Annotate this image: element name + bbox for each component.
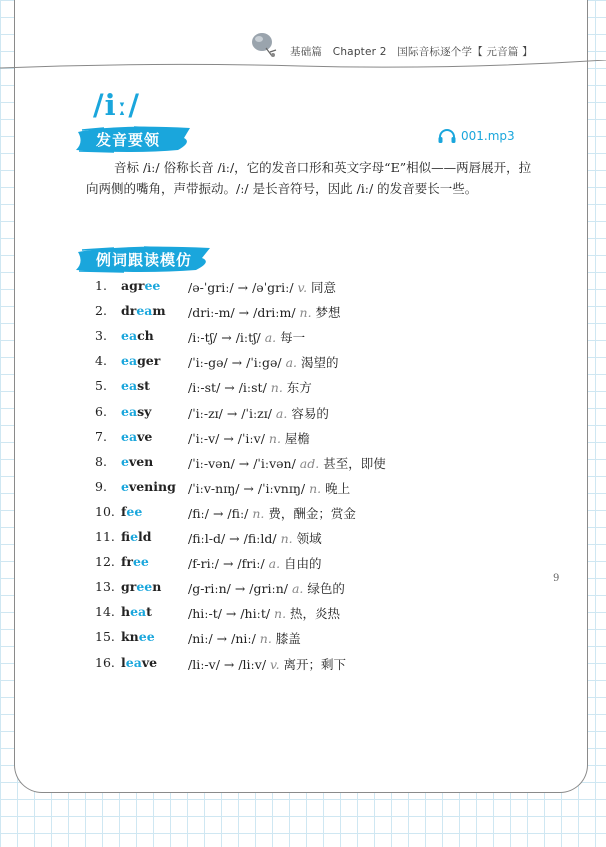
part-of-speech: n. bbox=[268, 430, 285, 446]
word-ipa bbox=[188, 604, 340, 622]
word-number: 3. bbox=[95, 328, 107, 344]
headphones-icon bbox=[437, 128, 457, 144]
part-of-speech: n. bbox=[259, 631, 276, 647]
word-ipa bbox=[188, 404, 329, 422]
word-meaning: 热，炎热 bbox=[290, 606, 341, 622]
audio-track[interactable] bbox=[437, 128, 515, 144]
ipa-text: /ˈiːv-nɪŋ/ → /ˈiːvnɪŋ/ bbox=[188, 480, 310, 496]
word-highlight: ea bbox=[121, 428, 138, 444]
word-part: st bbox=[137, 378, 150, 394]
example-word bbox=[121, 378, 150, 393]
word-part: dr bbox=[121, 303, 137, 319]
word-number: 7. bbox=[95, 428, 107, 444]
word-ipa bbox=[188, 353, 338, 371]
example-word bbox=[121, 328, 154, 343]
part-of-speech: ad. bbox=[299, 455, 324, 471]
example-word bbox=[121, 278, 160, 293]
word-part: t bbox=[146, 604, 152, 620]
word-meaning: 费，酬金；赏金 bbox=[268, 505, 356, 521]
example-word bbox=[121, 579, 161, 594]
example-word bbox=[121, 479, 176, 494]
word-highlight: ee bbox=[144, 278, 161, 293]
part-of-speech: a. bbox=[268, 556, 285, 572]
word-highlight: ee bbox=[138, 629, 155, 645]
ipa-text: /liː-v/ → /liːv/ bbox=[188, 656, 271, 672]
section-label: 发音要领 bbox=[96, 131, 161, 149]
example-word bbox=[121, 554, 149, 569]
example-word bbox=[121, 529, 152, 544]
ipa-text: /ˈiː-zɪ/ → /ˈiːzɪ/ bbox=[188, 405, 276, 421]
word-number: 4. bbox=[95, 353, 107, 369]
word-highlight: ee bbox=[136, 579, 153, 595]
example-word bbox=[121, 655, 157, 670]
page-title: /iː/ bbox=[93, 88, 140, 122]
section-label: 例词跟读模仿 bbox=[96, 251, 193, 269]
word-part: ger bbox=[137, 353, 161, 369]
word-highlight: ea bbox=[121, 403, 138, 419]
word-part: f bbox=[121, 503, 127, 519]
word-meaning: 领域 bbox=[296, 531, 322, 546]
ipa-text: /fiːl-d/ → /fiːld/ bbox=[188, 531, 281, 546]
ipa-text: /iː-st/ → /iːst/ bbox=[188, 380, 271, 396]
word-part: ve bbox=[137, 428, 153, 444]
word-highlight: ea bbox=[121, 328, 138, 344]
word-number: 12. bbox=[95, 554, 115, 570]
part-of-speech: v. bbox=[270, 656, 284, 672]
word-highlight: e bbox=[121, 453, 129, 469]
word-number: 2. bbox=[95, 303, 107, 319]
word-number: 15. bbox=[95, 629, 115, 645]
word-ipa bbox=[188, 554, 322, 572]
page-number: 9 bbox=[553, 573, 560, 584]
word-meaning: 自由的 bbox=[284, 556, 322, 572]
word-meaning: 绿色的 bbox=[307, 581, 345, 597]
word-part: sy bbox=[137, 403, 152, 419]
ipa-text: /ˈiː-v/ → /ˈiːv/ bbox=[188, 430, 269, 446]
example-word bbox=[121, 303, 166, 318]
part-of-speech: n. bbox=[299, 305, 316, 321]
word-meaning: 膝盖 bbox=[275, 631, 301, 647]
word-ipa bbox=[188, 429, 310, 447]
word-highlight: ea bbox=[121, 378, 138, 394]
word-number: 11. bbox=[95, 529, 115, 544]
word-part: ven bbox=[128, 453, 154, 469]
word-ipa bbox=[188, 278, 336, 296]
word-meaning: 每一 bbox=[280, 330, 306, 346]
part-of-speech: a. bbox=[275, 405, 292, 421]
example-word bbox=[121, 504, 142, 519]
word-part: h bbox=[121, 604, 131, 620]
word-number: 9. bbox=[95, 478, 107, 494]
word-highlight: ea bbox=[136, 303, 153, 319]
word-number: 10. bbox=[95, 503, 115, 519]
word-part: gr bbox=[121, 579, 137, 595]
part-of-speech: n. bbox=[280, 531, 297, 546]
word-part: ld bbox=[138, 529, 152, 544]
word-meaning: 渴望的 bbox=[300, 355, 339, 371]
example-word bbox=[121, 454, 153, 469]
word-ipa bbox=[188, 655, 346, 673]
word-highlight: ea bbox=[130, 604, 147, 620]
word-ipa bbox=[188, 479, 350, 497]
word-meaning: 同意 bbox=[311, 280, 337, 295]
word-part: vening bbox=[128, 478, 176, 494]
word-number: 1. bbox=[95, 278, 107, 293]
ipa-text: /niː/ → /niː/ bbox=[188, 631, 260, 647]
example-word bbox=[121, 629, 155, 644]
part-of-speech: n. bbox=[270, 380, 287, 396]
running-head: 基础篇 Chapter 2 国际音标逐个学【 元音篇 】 bbox=[290, 46, 533, 58]
ipa-text: /iː-tʃ/ → /iːtʃ/ bbox=[188, 330, 265, 346]
word-highlight: ie bbox=[130, 529, 139, 544]
example-word bbox=[121, 429, 152, 444]
part-of-speech: a. bbox=[291, 581, 308, 597]
word-meaning: 晚上 bbox=[325, 480, 351, 496]
word-meaning: 梦想 bbox=[315, 305, 341, 321]
word-ipa bbox=[188, 579, 345, 597]
word-number: 5. bbox=[95, 378, 107, 394]
word-highlight: ee bbox=[132, 554, 149, 570]
word-ipa bbox=[188, 378, 312, 396]
ipa-text: /driː-m/ → /driːm/ bbox=[188, 305, 300, 321]
word-highlight: ee bbox=[126, 503, 143, 519]
ipa-text: /ˈiː-vən/ → /ˈiːvən/ bbox=[188, 455, 300, 471]
ipa-text: /ˈiː-gə/ → /ˈiːgə/ bbox=[188, 355, 286, 371]
example-word bbox=[121, 604, 152, 619]
ipa-text: /g-riːn/ → /griːn/ bbox=[188, 581, 292, 597]
word-meaning: 甚至，即使 bbox=[323, 455, 386, 471]
ipa-text: /hiː-t/ → /hiːt/ bbox=[188, 606, 275, 622]
ink-blob-icon bbox=[248, 30, 280, 60]
section-banner-examples bbox=[74, 244, 214, 274]
word-highlight: ea bbox=[125, 654, 142, 670]
word-number: 13. bbox=[95, 579, 115, 595]
word-part: m bbox=[152, 303, 166, 319]
word-part: agr bbox=[121, 278, 145, 293]
word-meaning: 离开；剩下 bbox=[283, 656, 347, 672]
part-of-speech: n. bbox=[252, 505, 269, 521]
part-of-speech: n. bbox=[274, 606, 291, 622]
part-of-speech: n. bbox=[309, 480, 326, 496]
part-of-speech: a. bbox=[264, 330, 281, 346]
word-part: n bbox=[152, 579, 162, 595]
part-of-speech: a. bbox=[285, 355, 301, 371]
word-number: 14. bbox=[95, 604, 115, 620]
example-word bbox=[121, 404, 151, 419]
word-part: fr bbox=[121, 554, 133, 570]
word-part: f bbox=[121, 529, 131, 544]
header-divider bbox=[0, 60, 606, 90]
word-part: kn bbox=[121, 629, 139, 645]
ipa-text: /ə-ˈgriː/ → /əˈgriː/ bbox=[188, 280, 298, 295]
word-meaning: 容易的 bbox=[291, 405, 329, 421]
word-ipa bbox=[188, 504, 356, 522]
word-part: ve bbox=[141, 654, 158, 670]
example-word bbox=[121, 353, 160, 368]
word-highlight: e bbox=[121, 478, 129, 494]
word-part: ch bbox=[137, 328, 154, 344]
word-ipa bbox=[188, 454, 386, 472]
part-of-speech: v. bbox=[297, 280, 312, 295]
word-number: 6. bbox=[95, 403, 107, 419]
pronunciation-description: 音标 /iː/ 俗称长音 /iː/，它的发音口形和英文字母“E”相似——两唇展开，拉向两侧的嘴角，声带振动。/ː/ 是长音符号，因此 /iː/ 的发音要长一些。 bbox=[86, 160, 532, 196]
word-meaning: 屋檐 bbox=[284, 430, 310, 446]
word-number: 16. bbox=[95, 654, 115, 670]
word-part: l bbox=[121, 654, 126, 670]
section-banner-pronunciation bbox=[74, 124, 194, 154]
word-meaning: 东方 bbox=[286, 380, 312, 396]
word-ipa bbox=[188, 303, 341, 321]
ipa-text: /f-riː/ → /friː/ bbox=[188, 556, 269, 572]
word-ipa bbox=[188, 328, 305, 346]
ipa-text: /fiː/ → /fiː/ bbox=[188, 505, 253, 521]
word-ipa bbox=[188, 529, 322, 547]
word-ipa bbox=[188, 629, 301, 647]
audio-filename: 001.mp3 bbox=[461, 129, 515, 143]
word-highlight: ea bbox=[121, 353, 138, 369]
word-number: 8. bbox=[95, 453, 107, 469]
